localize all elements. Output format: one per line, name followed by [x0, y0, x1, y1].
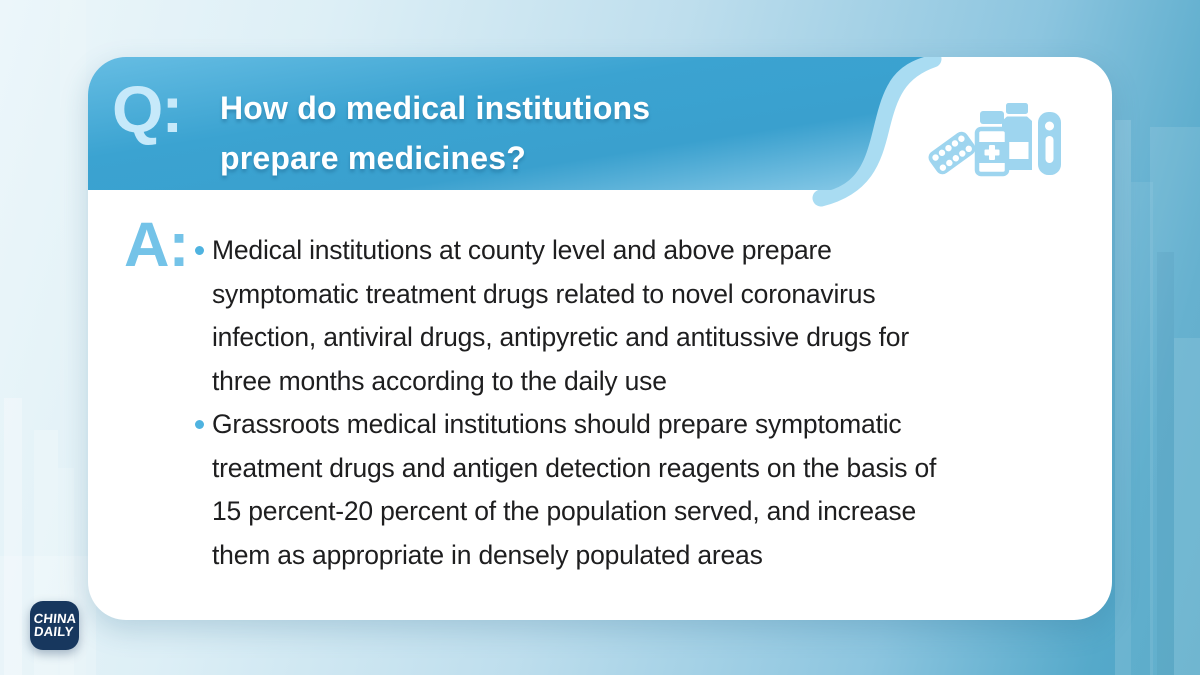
- china-daily-logo-text: [32, 613, 77, 638]
- answer-line: Grassroots medical institutions should prepare symptomatic: [212, 409, 902, 439]
- answer-line: Medical institutions at county level and above prepare: [212, 235, 832, 265]
- background-building: [1157, 252, 1174, 675]
- answer-bullet-1: [194, 229, 936, 403]
- answer-line: symptomatic treatment drugs related to novel coronavirus: [212, 278, 876, 309]
- qa-card: [88, 57, 1112, 620]
- china-daily-logo: [30, 601, 79, 650]
- background-building: [1174, 338, 1200, 675]
- question-title-line: How do medical institutions: [220, 90, 651, 126]
- blister-pack-icon: [928, 129, 978, 177]
- logo-line-2: DAILY: [33, 623, 75, 639]
- answer-bullet-2: [194, 403, 936, 577]
- question-title-line: prepare medicines?: [220, 140, 526, 176]
- answer-body: [194, 229, 936, 577]
- answer-line: three months according to the daily use: [212, 365, 667, 396]
- question-label: Q:: [112, 72, 182, 146]
- logo-line-1: CHINA: [33, 611, 78, 626]
- bullet-icon: [195, 246, 204, 255]
- answer-line: infection, antiviral drugs, antipyretic and antitussive drugs for: [212, 322, 909, 352]
- answer-line: them as appropriate in densely populated areas: [212, 539, 763, 570]
- antigen-test-kit-icon: [1038, 112, 1061, 175]
- answer-line: 15 percent-20 percent of the population served, and increase: [212, 496, 916, 526]
- background-building: [1115, 120, 1131, 675]
- answer-label: A:: [124, 210, 189, 280]
- bullet-icon: [195, 420, 204, 429]
- answer-line: treatment drugs and antigen detection reagents on the basis of: [212, 452, 937, 483]
- medicine-bottle-cross-icon: [975, 111, 1009, 174]
- question-title: [220, 83, 650, 183]
- medicine-icons: [928, 103, 1068, 183]
